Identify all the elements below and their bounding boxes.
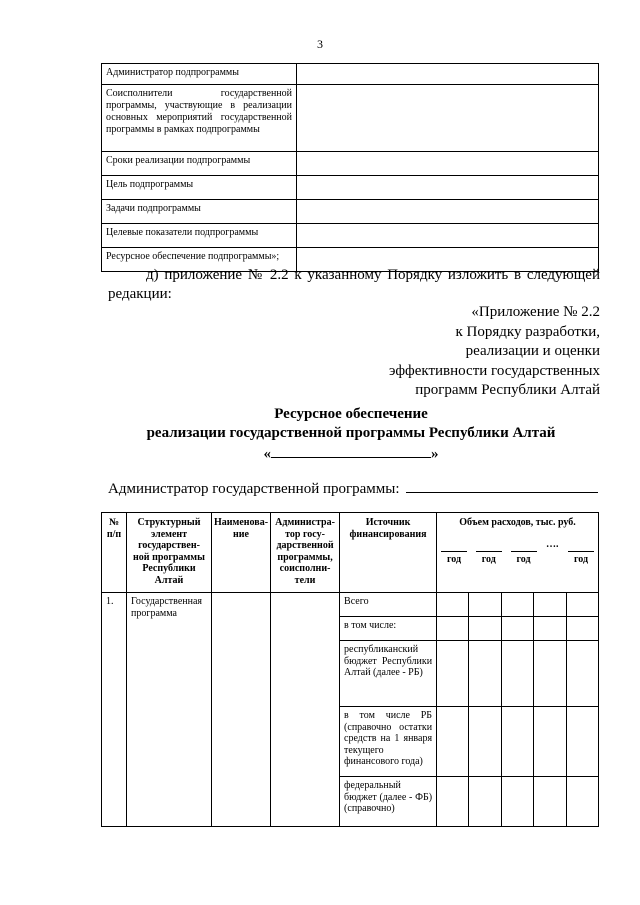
administrator-label: Администратор государственной программы: <box>108 481 400 497</box>
row-element: Государственная программа <box>127 593 212 827</box>
value-cell <box>469 593 501 617</box>
row-label-goal: Цель подпрограммы <box>102 176 297 200</box>
row-label-indicators: Целевые показатели подпрограммы <box>102 224 297 248</box>
title-line-1: Ресурсное обеспечение <box>274 406 428 422</box>
year-label: год <box>568 551 594 566</box>
year-label: год <box>476 551 502 566</box>
value-cell <box>297 152 599 176</box>
value-cell <box>297 176 599 200</box>
page-number: 3 <box>317 37 323 51</box>
row-admin-cell <box>271 593 340 827</box>
value-cell <box>501 777 533 827</box>
row-number: 1. <box>102 593 127 827</box>
paragraph-line-2: редакции: <box>108 286 172 302</box>
value-cell <box>534 617 566 641</box>
value-cell <box>501 707 533 777</box>
year-label: год <box>511 551 537 566</box>
value-cell <box>437 777 469 827</box>
header-expenses <box>437 513 599 593</box>
appendix-line: к Порядку разработки, <box>455 323 600 340</box>
quote-open: « <box>263 446 271 462</box>
value-cell <box>501 593 533 617</box>
source-including: в том числе: <box>340 617 437 641</box>
value-cell <box>566 707 598 777</box>
dots-label: …. <box>546 538 559 550</box>
row-label-tasks: Задачи подпрограммы <box>102 200 297 224</box>
row-label-resources: Ресурсное обеспечение подпрограммы»; <box>102 248 297 272</box>
row-label-terms: Сроки реализации подпрограммы <box>102 152 297 176</box>
appendix-line: эффективности государственных <box>389 362 600 379</box>
value-cell <box>534 777 566 827</box>
source-total: Всего <box>340 593 437 617</box>
value-cell <box>469 641 501 707</box>
year-subheaders <box>439 538 596 566</box>
header-name: Наименова- ние <box>212 513 271 593</box>
value-cell <box>534 707 566 777</box>
value-cell <box>501 641 533 707</box>
appendix-line: «Приложение № 2.2 <box>471 304 600 320</box>
value-cell <box>469 617 501 641</box>
value-cell <box>534 641 566 707</box>
value-cell <box>566 617 598 641</box>
value-cell <box>566 641 598 707</box>
value-cell <box>297 64 599 85</box>
title-program-name <box>0 443 640 464</box>
source-republic-budget: республиканский бюджет Республики Алтай (далее - РБ) <box>340 641 437 707</box>
header-num: № п/п <box>102 513 127 593</box>
value-cell <box>297 85 599 152</box>
document-title <box>0 405 640 464</box>
administrator-blank <box>406 478 598 493</box>
header-admin: Администра- тор госу- дарственной программы, соисполни- тели <box>271 513 340 593</box>
appendix-header <box>340 303 600 401</box>
row-label-administrator: Администратор подпрограммы <box>102 64 297 85</box>
source-federal-budget: федеральный бюджет (далее - ФБ) (справочно) <box>340 777 437 827</box>
value-cell <box>469 777 501 827</box>
value-cell <box>566 593 598 617</box>
source-rb-balances: в том числе РБ (справочно остатки средств на 1 января текущего финансового года) <box>340 707 437 777</box>
row-name-cell <box>212 593 271 827</box>
administrator-line <box>108 478 600 498</box>
value-cell <box>437 641 469 707</box>
value-cell <box>566 777 598 827</box>
value-cell <box>437 707 469 777</box>
paragraph-line-1: д) приложение № 2.2 к указанному Порядку изложить в следующей <box>146 267 600 283</box>
resource-table <box>101 512 599 827</box>
value-cell <box>437 617 469 641</box>
subprogram-passport-table <box>101 63 599 272</box>
amendment-paragraph <box>108 266 600 304</box>
appendix-line: реализации и оценки <box>465 343 600 359</box>
value-cell <box>437 593 469 617</box>
title-line-2: реализации государственной программы Республики Алтай <box>146 425 556 441</box>
value-cell <box>297 200 599 224</box>
program-name-blank <box>271 443 431 458</box>
header-element: Структурный элемент государствен- ной программы Республики Алтай <box>127 513 212 593</box>
value-cell <box>469 707 501 777</box>
year-label: год <box>441 551 467 566</box>
header-source: Источник финансирования <box>340 513 437 593</box>
value-cell <box>297 224 599 248</box>
quote-close: » <box>431 446 439 462</box>
value-cell <box>501 617 533 641</box>
appendix-line: программ Республики Алтай <box>415 382 600 398</box>
row-label-coexecutors: Соисполнители государственной программы, участвующие в реализации основных мероприятий государственной программы в рамках подпрограммы <box>102 85 297 152</box>
expenses-title: Объем расходов, тыс. руб. <box>459 517 576 528</box>
value-cell <box>534 593 566 617</box>
